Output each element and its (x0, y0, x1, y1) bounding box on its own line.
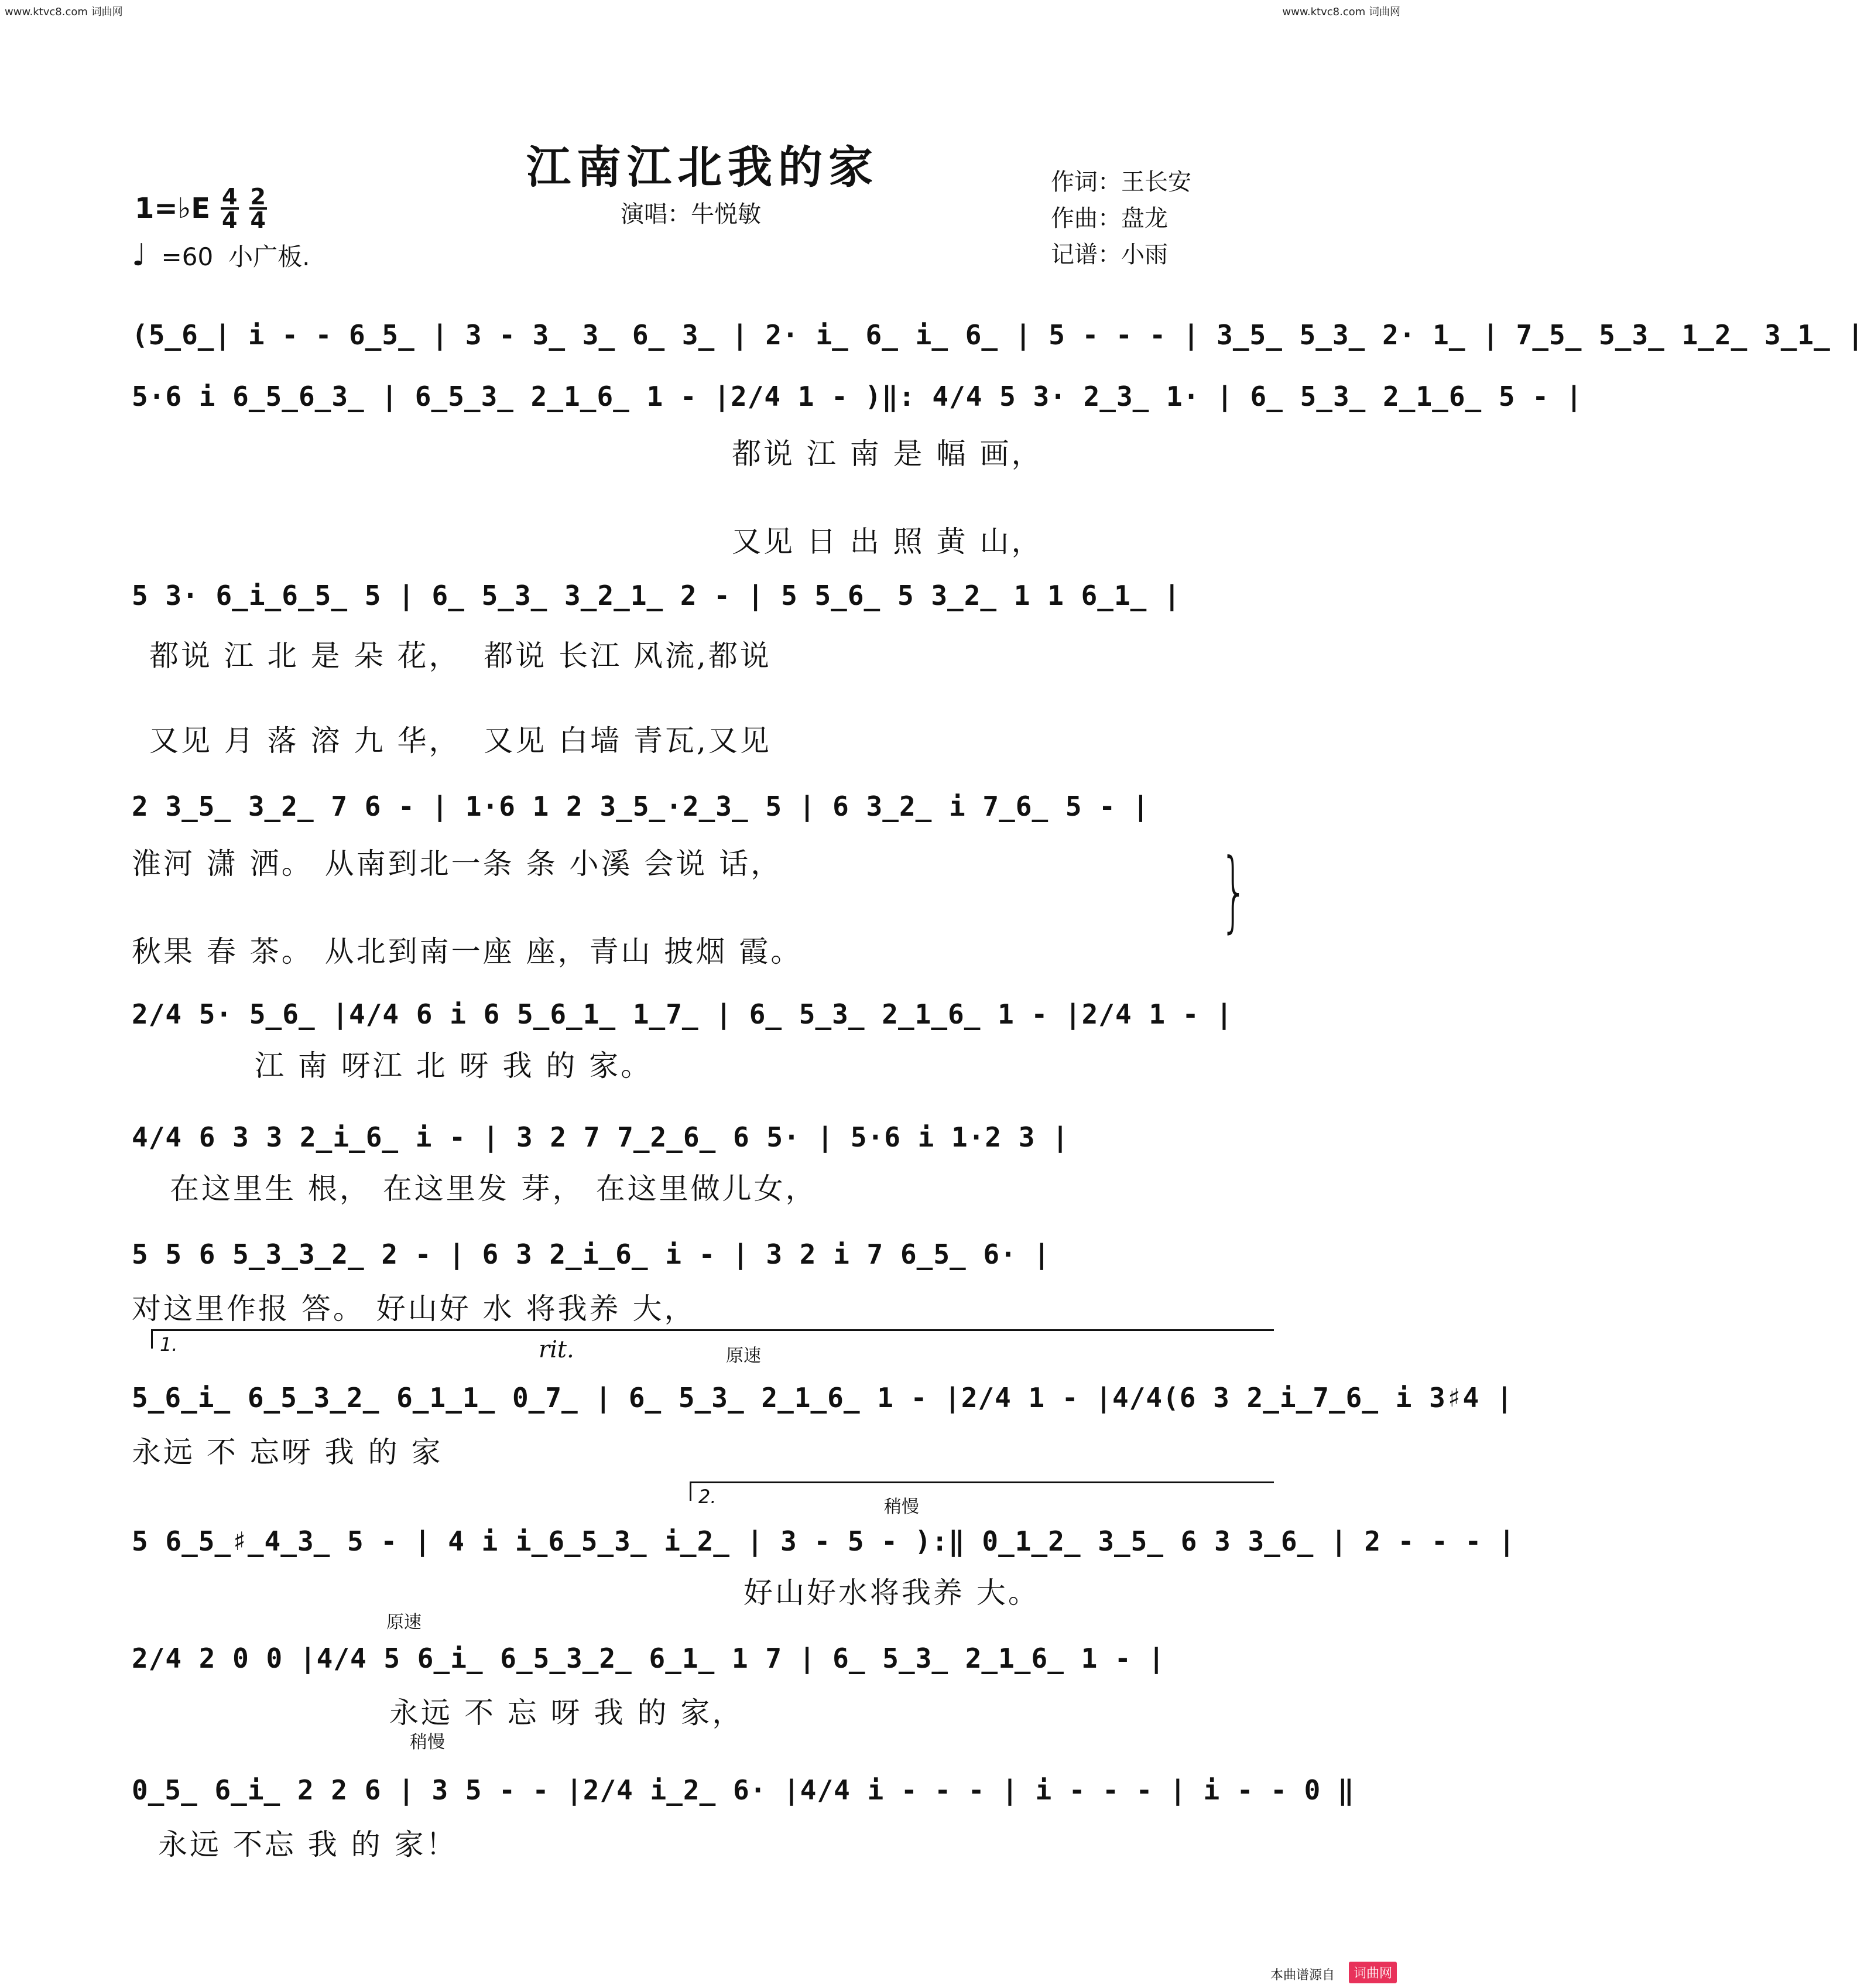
lyricist: 作词：王长安 (1051, 169, 1191, 196)
score-line-9: 5 6̲5̲♯̲4̲3̲ 5 - | 4 i i̲6̲5̲3̲ i̲2̲ | 3 - 5 - ):‖ 0̲1̲2̲ 3̲5̲ 6 3 3̲6̲ | 2 - - - | (132, 1525, 1516, 1557)
footer-source-text: 本曲谱源自 (1270, 1968, 1335, 1983)
score-line-5: 2/4 5· 5̲6̲ |4/4 6 i 6 5̲6̲1̲ 1̲7̲ | 6̲ 5̲3̲ 2̲1̲6̲ 1 - |2/4 1 - | (132, 998, 1233, 1030)
tempo-marking (132, 238, 310, 273)
key-label: 1=♭E (135, 192, 211, 225)
credits (1051, 164, 1191, 273)
song-title: 江南江北我的家 (526, 141, 879, 193)
tempo-change-original-2: 原速 (386, 1612, 422, 1633)
tempo-change-original-1: 原速 (726, 1346, 761, 1366)
lyric-line-10: 永远 不忘 我 的 家！ (158, 1828, 458, 1862)
time-signature-4-4: $\frac{4}{4}$ (222, 184, 238, 233)
lyric-line-6: 对这里作报 答。 好山好 水 将我养 大， (132, 1292, 696, 1326)
rit-marking: rit. (539, 1336, 574, 1363)
lyric-line-5: 在这里生 根， 在这里发 芽， 在这里做儿女， (170, 1172, 817, 1206)
lyric-line-2b: 又见 月 落 溶 九 华， 又见 白墙 青瓦,又见 (149, 724, 772, 758)
lyric-line-7: 永远 不 忘呀 我 的 家 (132, 1435, 443, 1469)
verse-brace: } (1219, 840, 1248, 942)
volta-bracket-2: 2. (690, 1481, 1274, 1501)
score-line-6: 4/4 6 3 3 2̲i̲6̲ i - | 3 2 7 7̲2̲6̲ 6 5· | 5·6 i 1·2 3 | (132, 1121, 1069, 1153)
score-line-10: 2/4 2 0 0 |4/4 5 6̲i̲ 6̲5̲3̲2̲ 6̲1̲ 1 7 | 6̲ 5̲3̲ 2̲1̲6̲ 1 - | (132, 1643, 1166, 1674)
score-line-8: 5̲6̲i̲ 6̲5̲3̲2̲ 6̲1̲1̲ 0̲7̲ | 6̲ 5̲3̲ 2̲1̲6̲ 1 - |2/4 1 - |4/4(6 3 2̲i̲7̲6̲ i 3♯4 | (132, 1382, 1513, 1414)
score-line-7: 5 5 6 5̲3̲3̲2̲ 2 - | 6 3 2̲i̲6̲ i - | 3 2 i 7 6̲5̲ 6· | (132, 1238, 1051, 1270)
score-line-1: (5̲6̲| i - - 6̲5̲ | 3 - 3̲ 3̲ 6̲ 3̲ | 2· i̲ 6̲ i̲ 6̲ | 5 - - - | 3̲5̲ 5̲3̲ 2· 1̲ | 7̲5̲ 5̲3̲ 1̲2̲ 3̲1̲ | (132, 319, 1864, 351)
singer: 演唱：牛悦敏 (621, 201, 761, 228)
score-line-2: 5·6 i 6̲5̲6̲3̲ | 6̲5̲3̲ 2̲1̲6̲ 1 - |2/4 1 - )‖: 4/4 5 3· 2̲3̲ 1· | 6̲ 5̲3̲ 2̲1̲6̲ 5 - | (132, 381, 1583, 412)
lyric-line-9: 永远 不 忘 呀 我 的 家， (389, 1696, 744, 1730)
key-signature (135, 186, 267, 231)
lyric-line-2a: 都说 江 北 是 朵 花， 都说 长江 风流,都说 (149, 639, 772, 673)
lyric-line-3b: 秋果 春 茶。 从北到南一座 座，青山 披烟 霞。 (132, 935, 803, 969)
lyric-line-1b: 又见 日 出 照 黄 山， (732, 525, 1043, 559)
score-line-4: 2 3̲5̲ 3̲2̲ 7 6 - | 1·6 1 2 3̲5̲·2̲3̲ 5 | 6 3̲2̲ i 7̲6̲ 5 - | (132, 791, 1150, 822)
time-signature-2-4: $\frac{2}{4}$ (250, 184, 266, 233)
tempo-change-slower-1: 稍慢 (884, 1497, 919, 1517)
composer: 作曲：盘龙 (1051, 205, 1168, 232)
footer-site-badge[interactable]: 词曲网 (1349, 1962, 1397, 1983)
score-line-3: 5 3· 6̲i̲6̲5̲ 5 | 6̲ 5̲3̲ 3̲2̲1̲ 2 - | 5 5̲6̲ 5 3̲2̲ 1 1 6̲1̲ | (132, 580, 1181, 611)
lyric-line-1a: 都说 江 南 是 幅 画， (732, 437, 1043, 471)
lyric-line-8: 好山好水将我养 大。 (743, 1576, 1040, 1610)
site-watermark-left: www.ktvc8.com 词曲网 (5, 6, 123, 18)
tempo-text: 小广板. (228, 242, 310, 271)
quarter-note-icon: ♩ (132, 238, 146, 273)
lyric-line-3a: 淮河 潇 洒。 从南到北一条 条 小溪 会说 话， (132, 847, 783, 881)
volta-bracket-1: 1. (151, 1329, 1274, 1349)
site-watermark-right: www.ktvc8.com 词曲网 (1282, 6, 1400, 18)
tempo-value: =60 (161, 242, 214, 271)
transcriber: 记谱：小雨 (1051, 241, 1168, 268)
score-line-11: 0̲5̲ 6̲i̲ 2 2 6 | 3 5 - - |2/4 i̲2̲ 6· |4/4 i - - - | i - - - | i - - 0 ‖ (132, 1774, 1355, 1806)
lyric-line-4: 江 南 呀江 北 呀 我 的 家。 (255, 1049, 653, 1083)
tempo-change-slower-2: 稍慢 (410, 1732, 445, 1753)
